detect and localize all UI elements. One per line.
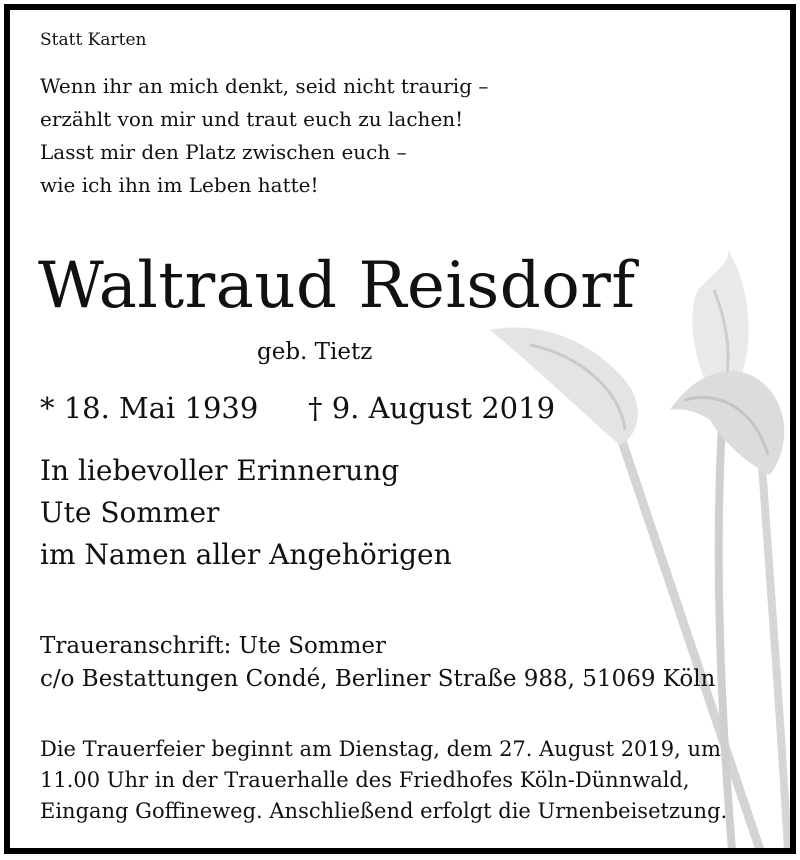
poem xyxy=(40,70,488,202)
maiden-name: geb. Tietz xyxy=(257,339,373,365)
remembrance xyxy=(40,450,452,576)
ceremony-line: Die Trauerfeier beginnt am Dienstag, dem 27. August 2019, um xyxy=(40,737,721,761)
poem-line: Lasst mir den Platz zwischen euch – xyxy=(40,140,407,164)
ceremony-line: Eingang Goffineweg. Anschließend erfolgt die Urnenbeisetzung. xyxy=(40,799,728,823)
deceased-name: Waltraud Reisdorf xyxy=(38,249,636,323)
remembrance-line: In liebevoller Erinnerung xyxy=(40,454,400,487)
header-note: Statt Karten xyxy=(40,30,147,50)
mourning-address xyxy=(40,630,715,696)
birth-date: * 18. Mai 1939 xyxy=(40,391,259,425)
remembrance-line: Ute Sommer xyxy=(40,496,220,529)
death-date: † 9. August 2019 xyxy=(308,391,556,425)
poem-line: erzählt von mir und traut euch zu lachen! xyxy=(40,107,464,131)
ceremony-info xyxy=(40,734,727,827)
poem-line: Wenn ihr an mich denkt, seid nicht traurig – xyxy=(40,74,489,98)
obituary-card xyxy=(4,4,796,854)
address-line-1: Traueranschrift: Ute Sommer xyxy=(40,633,387,659)
remembrance-line: im Namen aller Angehörigen xyxy=(40,538,452,571)
ceremony-line: 11.00 Uhr in der Trauerhalle des Friedhofes Köln-Dünnwald, xyxy=(40,768,690,792)
poem-line: wie ich ihn im Leben hatte! xyxy=(40,173,319,197)
address-line-2: c/o Bestattungen Condé, Berliner Straße 988, 51069 Köln xyxy=(40,666,716,692)
